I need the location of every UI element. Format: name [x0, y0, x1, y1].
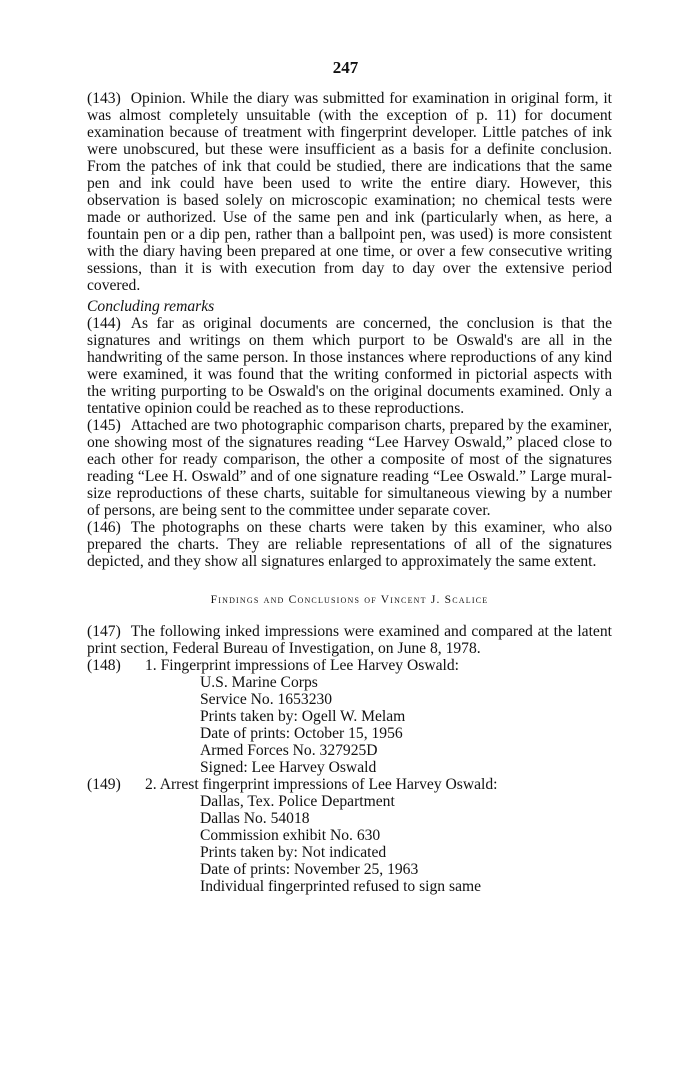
paragraph-text: The photographs on these charts were taken by this examiner, who also prepared the charts. They are reliable representations of all of the signatures depicted, and they show all signatures enlarged to approximately the same extent.	[87, 519, 612, 570]
paragraph-143	[87, 90, 612, 294]
detail-line: U.S. Marine Corps	[200, 674, 318, 691]
paragraph-number: (143)	[87, 90, 121, 107]
paragraph-145	[87, 417, 612, 519]
detail-line: Dallas No. 54018	[200, 810, 310, 827]
paragraph-text: As far as original documents are concerned, the conclusion is that the signatures and writings on them which purport to be Oswald's are all in the handwriting of the same person. In those instances where reproductions of any kind were examined, it was found that the writing conformed in pictorial aspects with the writing purporting to be Oswald's on the original documents examined. Only a tentative opinion could be reached as to these reproductions.	[87, 315, 612, 417]
paragraph-number: (147)	[87, 623, 121, 640]
paragraph-number: (145)	[87, 417, 121, 434]
paragraph-number: (148)	[87, 657, 121, 674]
paragraph-146	[87, 519, 612, 570]
section-heading: Findings and Conclusions of Vincent J. Scalice	[210, 594, 489, 606]
paragraph-number: (146)	[87, 519, 121, 536]
subheading-concluding-remarks: Concluding remarks	[87, 298, 215, 315]
paragraph-text: Attached are two photographic comparison charts, prepared by the examiner, one showing most of the signatures reading “Lee Harvey Oswald,” placed close to each other for ready comparison, the other a composite of most of the signatures reading “Lee H. Oswald” and of one signature reading “Lee Oswald.” Large mural-size reproductions of these charts, suitable for simultaneous viewing by a number of persons, are being sent to the committee under separate cover.	[87, 417, 612, 519]
paragraph-147	[87, 623, 612, 657]
page-number: 247	[332, 58, 359, 77]
document-body	[87, 90, 612, 895]
detail-line: Date of prints: November 25, 1963	[200, 861, 419, 878]
item-title-line	[87, 776, 612, 793]
paragraph-number: (149)	[87, 776, 121, 793]
paragraph-text: Opinion. While the diary was submitted for examination in original form, it was almost completely unsuitable (with the exception of p. 11) for document examination because of treatment with fingerprint developer. Little patches of ink were unobscured, but these were insufficient as a basis for a definite conclusion. From the patches of ink that could be studied, there are indications that the same pen and ink could have been used to write the entire diary. However, this observation is based solely on microscopic examination; no chemical tests were made or authorized. Use of the same pen and ink (particularly when, as here, a fountain pen or a dip pen, rather than a ballpoint pen, was used) is more consistent with the diary having been prepared at one time, or over a few consecutive writing sessions, than it is with execution from day to day over the extensive period covered.	[87, 90, 612, 294]
detail-line: Armed Forces No. 327925D	[200, 742, 378, 759]
item-title: 1. Fingerprint impressions of Lee Harvey Oswald:	[145, 657, 459, 674]
item-title-line	[87, 657, 612, 674]
detail-line: Signed: Lee Harvey Oswald	[200, 759, 377, 776]
detail-line: Commission exhibit No. 630	[200, 827, 381, 844]
detail-line: Service No. 1653230	[200, 691, 333, 708]
detail-line: Prints taken by: Ogell W. Melam	[200, 708, 406, 725]
item-149	[87, 776, 612, 895]
item-148	[87, 657, 612, 776]
item-details	[87, 674, 612, 776]
item-details	[87, 793, 612, 895]
detail-line: Date of prints: October 15, 1956	[200, 725, 403, 742]
detail-line: Prints taken by: Not indicated	[200, 844, 387, 861]
paragraph-144	[87, 315, 612, 417]
paragraph-text: The following inked impressions were examined and compared at the latent print section, Federal Bureau of Investigation, on June 8, 1978.	[87, 623, 612, 657]
detail-line: Individual fingerprinted refused to sign same	[200, 878, 482, 895]
item-title: 2. Arrest fingerprint impressions of Lee Harvey Oswald:	[145, 776, 498, 793]
detail-line: Dallas, Tex. Police Department	[200, 793, 395, 810]
paragraph-number: (144)	[87, 315, 121, 332]
